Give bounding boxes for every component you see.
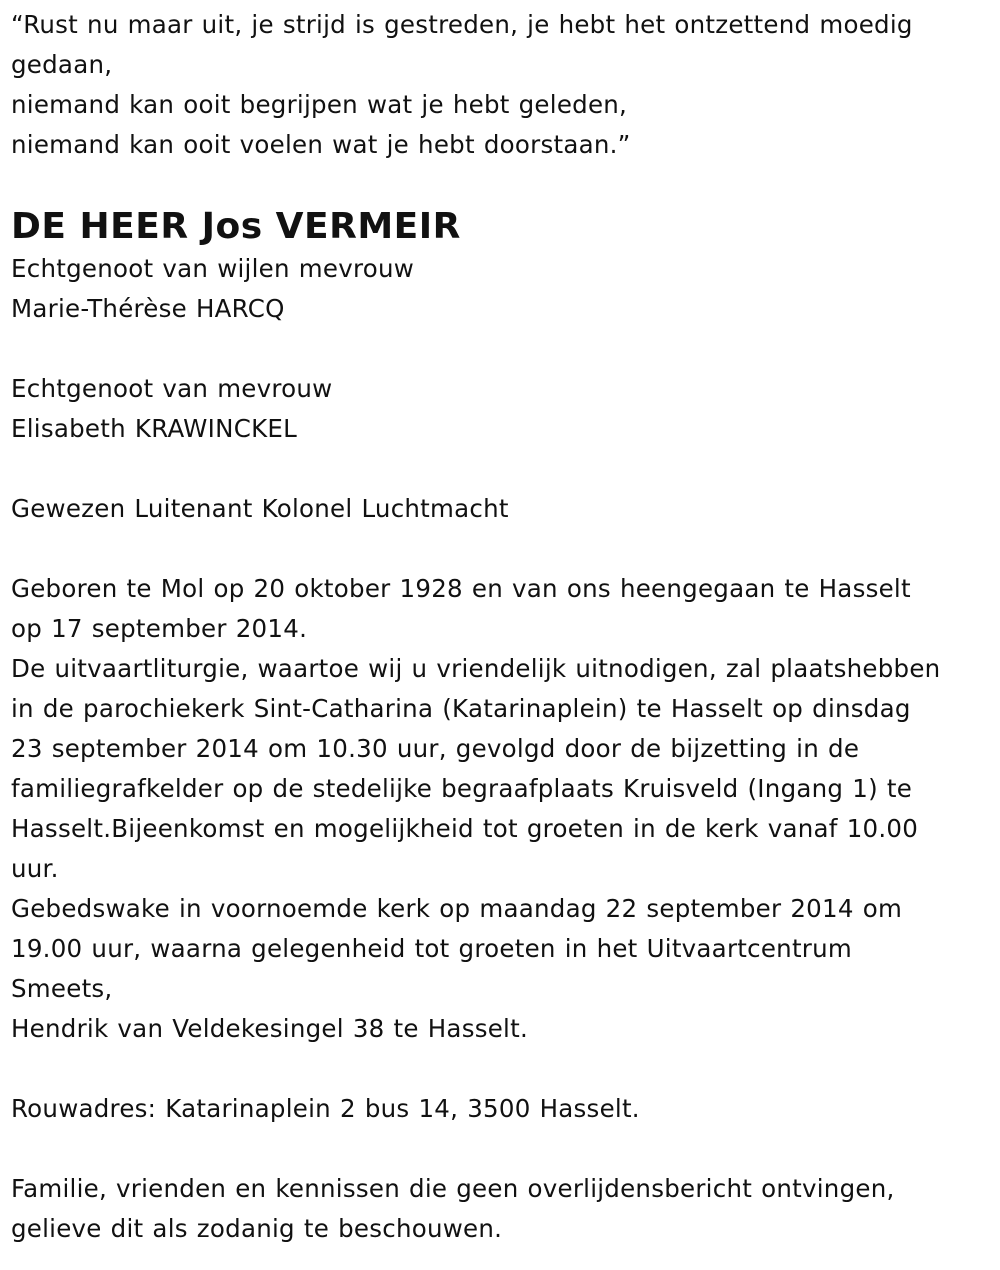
spacer [11,165,993,205]
funeral-line: uur. [11,854,59,883]
wake-line: Gebedswake in voornoemde kerk op maandag 22 september 2014 om [11,894,903,923]
opening-quote [11,5,993,165]
quote-line: niemand kan ooit begrijpen wat je hebt geleden, [11,90,628,119]
mourning-address: Rouwadres: Katarinaplein 2 bus 14, 3500 Hasselt. [11,1094,640,1123]
funeral-line: De uitvaartliturgie, waartoe wij u vriendelijk uitnodigen, zal plaatshebben [11,654,941,683]
spouse-line: Echtgenoot van mevrouw [11,374,333,403]
birth-line: Geboren te Mol op 20 oktober 1928 en van ons heengegaan te Hasselt [11,574,911,603]
spacer [11,1049,993,1089]
spouse-name: Elisabeth KRAWINCKEL [11,414,298,443]
birth-line: op 17 september 2014. [11,614,308,643]
wake-line: Smeets, [11,974,113,1003]
occupation: Gewezen Luitenant Kolonel Luchtmacht [11,494,509,523]
funeral-line: 23 september 2014 om 10.30 uur, gevolgd door de bijzetting in de [11,734,860,763]
funeral-details [11,569,993,1049]
deceased-name: DE HEER Jos VERMEIR [11,206,461,247]
closing-line: gelieve dit als zodanig te beschouwen. [11,1214,503,1243]
funeral-line: Hasselt.Bijeenkomst en mogelijkheid tot groeten in de kerk vanaf 10.00 [11,814,919,843]
closing-note [11,1169,993,1249]
funeral-line: familiegrafkelder op de stedelijke begraafplaats Kruisveld (Ingang 1) te [11,774,913,803]
late-spouse-name: Marie-Thérèse HARCQ [11,294,285,323]
spacer [11,529,993,569]
funeral-line: in de parochiekerk Sint-Catharina (Katarinaplein) te Hasselt op dinsdag [11,694,911,723]
closing-line: Familie, vrienden en kennissen die geen overlijdensbericht ontvingen, [11,1174,895,1203]
spacer [11,329,993,369]
spouse-block [11,369,993,449]
spacer [11,1129,993,1169]
wake-line: 19.00 uur, waarna gelegenheid tot groeten in het Uitvaartcentrum [11,934,853,963]
quote-line: “Rust nu maar uit, je strijd is gestreden, je hebt het ontzettend moedig [11,10,913,39]
quote-line: gedaan, [11,50,113,79]
spacer [11,449,993,489]
obituary-notice [11,5,993,1249]
quote-line: niemand kan ooit voelen wat je hebt doorstaan.” [11,130,631,159]
late-spouse-block [11,249,993,329]
wake-line: Hendrik van Veldekesingel 38 te Hasselt. [11,1014,528,1043]
late-spouse-line: Echtgenoot van wijlen mevrouw [11,254,415,283]
